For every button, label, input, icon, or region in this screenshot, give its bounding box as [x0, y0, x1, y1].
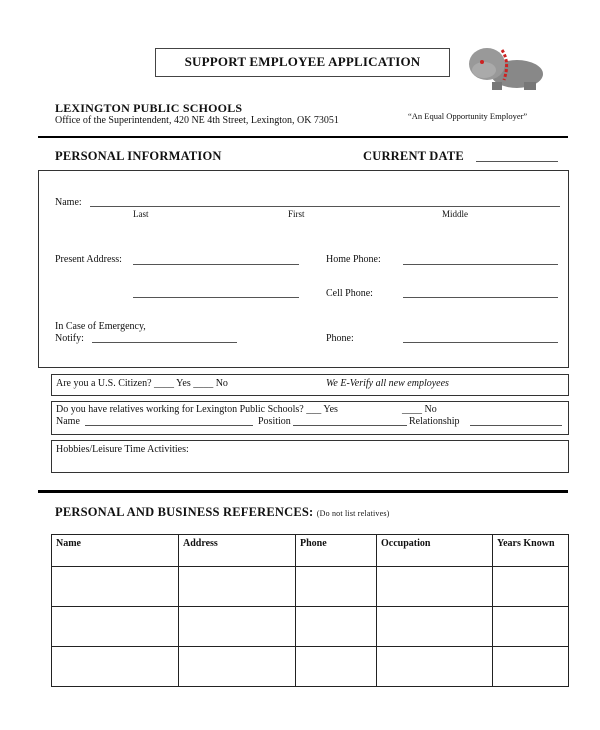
cell[interactable] [493, 647, 569, 687]
cell-phone-label: Cell Phone: [326, 288, 373, 299]
cell[interactable] [377, 607, 493, 647]
cell[interactable] [377, 567, 493, 607]
col-years-known: Years Known [493, 535, 569, 567]
table-header-row [52, 535, 569, 567]
personal-info-box [38, 170, 569, 368]
relative-name-field[interactable] [85, 425, 253, 426]
references-heading: PERSONAL AND BUSINESS REFERENCES: [55, 505, 314, 519]
address-field-2[interactable] [133, 297, 299, 298]
cell[interactable] [179, 647, 296, 687]
org-address: Office of the Superintendent, 420 NE 4th Street, Lexington, OK 73051 [55, 115, 339, 126]
table-row [52, 607, 569, 647]
cell[interactable] [52, 647, 179, 687]
emergency-label: In Case of Emergency, [55, 321, 146, 332]
name-field[interactable] [90, 206, 560, 207]
cell[interactable] [377, 647, 493, 687]
org-motto: “An Equal Opportunity Employer” [408, 111, 528, 121]
home-phone-field[interactable] [403, 264, 558, 265]
section-heading-personal: PERSONAL INFORMATION [55, 149, 222, 163]
section-heading-references [55, 505, 390, 520]
hobbies-label: Hobbies/Leisure Time Activities: [56, 444, 189, 455]
first-label: First [288, 209, 305, 219]
references-note: (Do not list relatives) [316, 509, 390, 518]
cell-phone-field[interactable] [403, 297, 558, 298]
col-phone: Phone [296, 535, 377, 567]
col-name: Name [52, 535, 179, 567]
relatives-no[interactable]: ____ No [402, 404, 437, 415]
notify-label: Notify: [55, 333, 84, 344]
current-date-field[interactable] [476, 161, 558, 162]
table-row [52, 567, 569, 607]
cell[interactable] [296, 647, 377, 687]
table-row [52, 647, 569, 687]
present-address-label: Present Address: [55, 254, 122, 265]
everify-note: We E-Verify all new employees [326, 378, 449, 389]
emergency-contact-field[interactable] [92, 342, 237, 343]
relative-position-label: Position [258, 416, 291, 427]
divider [38, 136, 568, 138]
middle-label: Middle [442, 209, 468, 219]
relative-name-label: Name [56, 416, 80, 427]
org-name: LEXINGTON PUBLIC SCHOOLS [55, 101, 243, 115]
emergency-phone-field[interactable] [403, 342, 558, 343]
address-field-1[interactable] [133, 264, 299, 265]
references-table [51, 534, 569, 687]
last-label: Last [133, 209, 149, 219]
cell[interactable] [52, 567, 179, 607]
col-address: Address [179, 535, 296, 567]
cell[interactable] [179, 607, 296, 647]
divider [38, 490, 568, 493]
relationship-label: Relationship [409, 416, 460, 427]
home-phone-label: Home Phone: [326, 254, 381, 265]
current-date-label: CURRENT DATE [363, 149, 464, 163]
cell[interactable] [296, 607, 377, 647]
bulldog-mascot-icon [462, 42, 547, 92]
cell[interactable] [52, 607, 179, 647]
name-label: Name: [55, 197, 82, 208]
cell[interactable] [296, 567, 377, 607]
cell[interactable] [179, 567, 296, 607]
cell[interactable] [493, 607, 569, 647]
emergency-phone-label: Phone: [326, 333, 354, 344]
form-title: SUPPORT EMPLOYEE APPLICATION [184, 54, 421, 69]
cell[interactable] [493, 567, 569, 607]
citizen-question[interactable]: Are you a U.S. Citizen? ____ Yes ____ No [56, 378, 228, 389]
relatives-question[interactable]: Do you have relatives working for Lexington Public Schools? ___ Yes [56, 404, 338, 415]
relationship-field[interactable] [470, 425, 562, 426]
col-occupation: Occupation [377, 535, 493, 567]
relative-position-field[interactable] [293, 425, 407, 426]
